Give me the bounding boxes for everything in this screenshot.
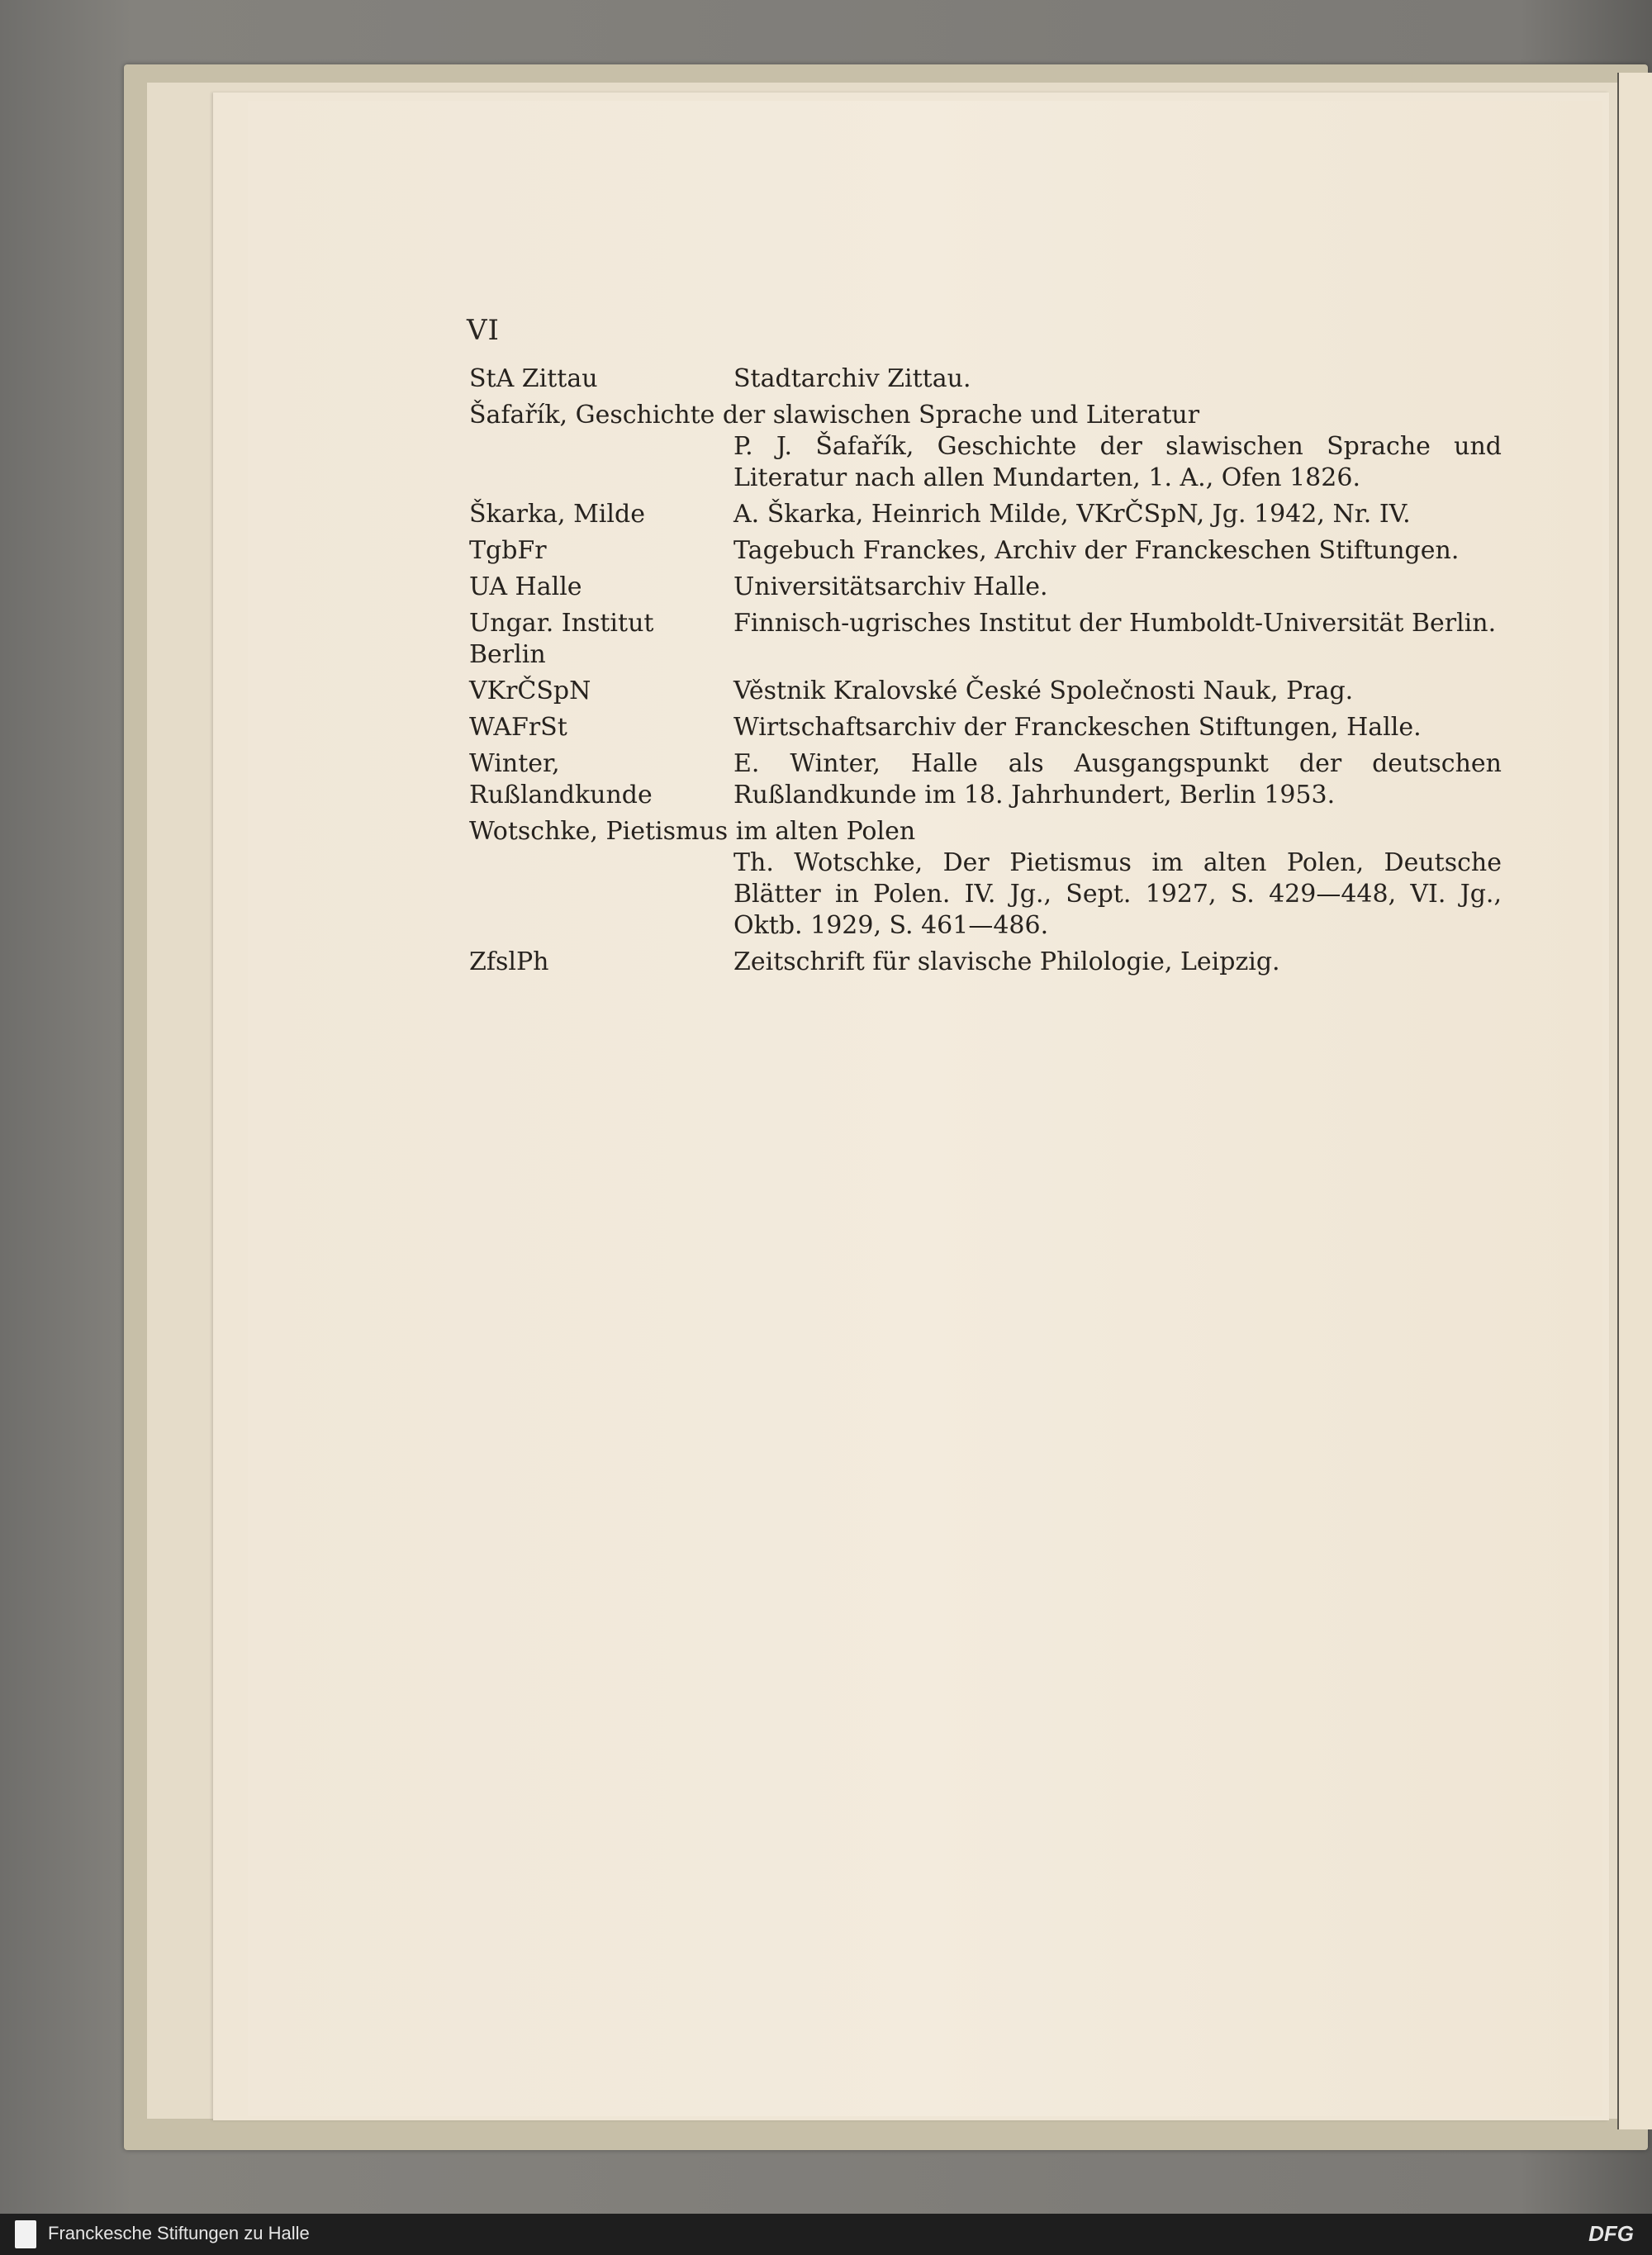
list-item (469, 499, 1502, 530)
list-item (469, 947, 1502, 978)
institution-logo-icon (15, 2220, 36, 2248)
abbreviation-list (469, 363, 1502, 983)
list-item (469, 712, 1502, 743)
entry-abbreviation: Škarka, Milde (469, 500, 645, 529)
entry-description: Wirtschaftsarchiv der Franckeschen Stiftungen, Halle. (733, 713, 1422, 742)
entry-description: Tagebuch Franckes, Archiv der Franckeschen Stiftungen. (733, 536, 1460, 565)
entry-abbreviation: TgbFr (469, 536, 547, 565)
entry-abbreviation: Šafařík, Geschichte der slawischen Sprache und Literatur (469, 401, 1200, 430)
entry-abbreviation: Ungar. Institut Berlin (469, 609, 654, 669)
list-item (469, 748, 1502, 811)
entry-description: Finnisch-ugrisches Institut der Humboldt-Universität Berlin. (733, 609, 1497, 638)
institution-name: Franckesche Stiftungen zu Halle (48, 2223, 310, 2243)
entry-description: Zeitschrift für slavische Philologie, Leipzig. (733, 947, 1280, 976)
facing-page-edge (1617, 73, 1652, 2129)
funder-logo: DFG (1588, 2221, 1634, 2246)
entry-description: Universitätsarchiv Halle. (733, 572, 1048, 601)
list-item (469, 676, 1502, 707)
entry-abbreviation: WAFrSt (469, 713, 567, 742)
viewer-footer-bar (0, 2214, 1652, 2255)
entry-description: Věstnik Kralovské České Společnosti Nauk, Prag. (733, 676, 1354, 705)
list-item (469, 572, 1502, 603)
entry-description: E. Winter, Halle als Ausgangspunkt der deutschen Rußlandkunde im 18. Jahrhundert, Berlin 1953. (733, 749, 1502, 809)
entry-abbreviation: UA Halle (469, 572, 582, 601)
entry-abbreviation: Winter, Rußlandkunde (469, 749, 653, 809)
entry-description: Th. Wotschke, Der Pietismus im alten Polen, Deutsche Blätter in Polen. IV. Jg., Sept. 1927, S. 429—448, VI. Jg., Oktb. 1929, S. 461—486. (733, 848, 1502, 940)
entry-description: Stadtarchiv Zittau. (733, 364, 971, 393)
entry-abbreviation: ZfslPh (469, 947, 549, 976)
list-item (469, 608, 1502, 671)
entry-description: A. Škarka, Heinrich Milde, VKrČSpN, Jg. 1942, Nr. IV. (733, 500, 1411, 529)
entry-abbreviation: StA Zittau (469, 364, 598, 393)
entry-description: P. J. Šafařík, Geschichte der slawischen Sprache und Literatur nach allen Mundarten, 1. A., Ofen 1826. (733, 432, 1502, 492)
list-item (469, 535, 1502, 567)
entry-abbreviation: VKrČSpN (469, 676, 591, 705)
list-item (469, 816, 1502, 942)
entry-abbreviation: Wotschke, Pietismus im alten Polen (469, 817, 916, 846)
page-number: VI (467, 314, 500, 347)
list-item (469, 363, 1502, 395)
list-item (469, 400, 1502, 494)
